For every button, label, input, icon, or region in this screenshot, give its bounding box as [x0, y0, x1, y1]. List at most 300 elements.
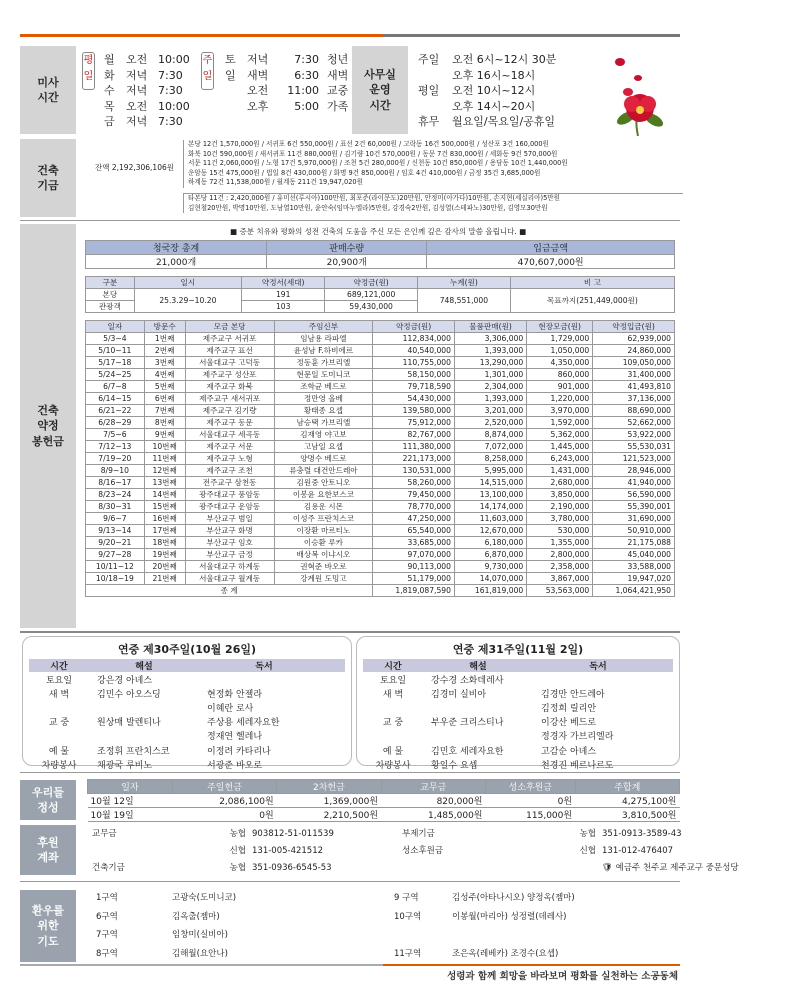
office-row: 주일 오전 6시~12시 30분 [418, 53, 557, 66]
office-row: 평일 오전 10시~12시 [418, 84, 536, 98]
account-row: 건축기금 농협 351-0936-6545-53 🛡 예금주 천주교 제주교구 중문성당 [92, 863, 739, 873]
detail-cell: 제주교구 성산포 [185, 369, 274, 381]
detail-cell: 90,113,000 [373, 561, 455, 573]
detail-cell: 배상복 이냐시오 [274, 549, 373, 561]
detail-cell: 제주교구 서귀포 [185, 333, 274, 345]
detail-cell: 14,515,000 [454, 477, 526, 489]
offering-head-cell: 주합계 [575, 780, 679, 794]
prayer-left [96, 889, 376, 963]
detail-cell: 5/10~11 [86, 345, 145, 357]
weekday-row: 수 저녁 7:30 [104, 84, 183, 98]
offering-cell: 1,485,000원 [381, 808, 485, 822]
detail-cell: 6번째 [144, 393, 185, 405]
weekday-row: 월 오전 10:00 [104, 53, 190, 66]
account-row: 신협 131-005-421512 성소후원금 신협 131-012-476407 [229, 846, 674, 856]
detail-cell: 김재영 야고보 [274, 429, 373, 441]
detail-cell: 8/30~31 [86, 501, 145, 513]
table-row [86, 417, 675, 429]
weekend-row: 토 저녁 7:30 청년 [225, 53, 349, 66]
detail-cell: 3,306,000 [454, 333, 526, 345]
weekday-row: 목 오전 10:00 [104, 99, 190, 113]
prayer-item: 8구역 김해월(요안나) [96, 948, 228, 959]
detail-cell: 9/6~7 [86, 513, 145, 525]
detail-cell: 5/17~18 [86, 357, 145, 369]
detail-cell: 13번째 [144, 477, 185, 489]
table-row [86, 513, 675, 525]
campaign-notice: ■ 증분 치유와 평화의 성전 건축의 도움을 주신 모든 은인께 깊은 감사의 말씀 올립니다. ■ [230, 227, 527, 236]
detail-cell: 8/23~24 [86, 489, 145, 501]
offering-head-cell: 2차헌금 [277, 780, 381, 794]
detail-cell: 1,592,000 [527, 417, 593, 429]
prayer-item: 9 구역 김성주(아타나시오) 양정옥(젬마) [394, 893, 575, 903]
detail-cell: 40,540,000 [373, 345, 455, 357]
divider [20, 220, 680, 221]
detail-cell: 2번째 [144, 345, 185, 357]
detail-head-cell: 물품판매(원) [454, 321, 526, 333]
detail-cell: 65,540,000 [373, 525, 455, 537]
detail-cell: 14,174,000 [454, 501, 526, 513]
detail-cell: 54,430,000 [373, 393, 455, 405]
roster-row: 이혜란 로사 [207, 703, 254, 714]
summary-head-1: 청국장 총계 [86, 241, 267, 255]
offerings-table [87, 779, 680, 822]
detail-cell: 58,260,000 [373, 477, 455, 489]
detail-cell: 8번째 [144, 417, 185, 429]
pledge-cell: 748,551,000 [418, 289, 511, 313]
total-cell: 1,819,087,590 [373, 585, 455, 597]
detail-table [85, 320, 675, 597]
detail-cell: 강계원 도밍고 [274, 573, 373, 585]
table-row [86, 441, 675, 453]
detail-cell: 10번째 [144, 441, 185, 453]
detail-head-cell: 약정금(원) [373, 321, 455, 333]
mass-times-label: 미사 시간 [20, 46, 76, 134]
roster-row: 새 벽 김민수 아오스딩 현정화 안젤라 [48, 689, 263, 700]
pledge-cell: 59,430,000 [325, 301, 418, 313]
roster-row: 정재연 헬레나 [207, 732, 263, 743]
summary-val-2: 20,900개 [267, 255, 427, 269]
detail-cell: 15번째 [144, 501, 185, 513]
detail-cell: 31,690,000 [593, 513, 675, 525]
detail-cell: 7,072,000 [454, 441, 526, 453]
week31-panel [356, 636, 680, 771]
fund-line: 김현철20만원, 박명10만원, 도남열10만원, 윤안숙(임마누엘라)5만원, 강경숙2만원, 김성열(스테파노)30만원, 김영모30만원 [188, 203, 548, 212]
detail-cell: 13,100,000 [454, 489, 526, 501]
roster-head: 시간 해설 독서 [29, 659, 345, 672]
total-cell: 161,819,000 [454, 585, 526, 597]
detail-cell: 18번째 [144, 537, 185, 549]
detail-cell: 139,580,000 [373, 405, 455, 417]
detail-cell: 8/16~17 [86, 477, 145, 489]
pledge-head-cell: 일시 [134, 277, 241, 289]
detail-cell: 53,922,000 [593, 429, 675, 441]
roster-row: 토요일 강수경 소화데레사 [379, 675, 504, 686]
detail-cell: 112,834,000 [373, 333, 455, 345]
summary-val-1: 21,000개 [86, 255, 267, 269]
detail-cell: 24,860,000 [593, 345, 675, 357]
detail-cell: 51,179,000 [373, 573, 455, 585]
detail-cell: 28,946,000 [593, 465, 675, 477]
building-fund-label: 건축 기금 [20, 139, 76, 217]
table-row [86, 477, 675, 489]
detail-cell: 전주교구 삼천동 [185, 477, 274, 489]
detail-cell: 10/18~19 [86, 573, 145, 585]
detail-cell: 110,755,000 [373, 357, 455, 369]
detail-cell: 2,358,000 [527, 561, 593, 573]
detail-cell: 6,180,000 [454, 537, 526, 549]
detail-cell: 47,250,000 [373, 513, 455, 525]
week30-title: 연중 제30주일(10월 26일) [117, 643, 257, 656]
table-row [86, 333, 675, 345]
detail-cell: 8,258,000 [454, 453, 526, 465]
roster-row: 정경자 가브리엘라 [541, 732, 614, 743]
week30-panel [22, 636, 352, 771]
detail-cell: 860,000 [527, 369, 593, 381]
detail-cell: 78,770,000 [373, 501, 455, 513]
pledge-cell: 목표까지(251,449,000원) [510, 289, 674, 313]
detail-cell: 김원중 안토니오 [274, 477, 373, 489]
table-row [86, 549, 675, 561]
prayer-item: 7구역 임창미(실비아) [96, 930, 228, 940]
detail-cell: 5,995,000 [454, 465, 526, 477]
weekend-row: 오후 5:00 가족 [247, 99, 349, 113]
fund-line: 화북 10건 590,000원 / 새서귀포 11건 880,000원 / 김기량 10건 570,000원 / 동문 7건 830,000원 / 세화동 9건 570,000원 [188, 149, 558, 158]
prayer-item: 1구역 고광숙(도미니코) [96, 893, 237, 903]
detail-cell: 6,870,000 [454, 549, 526, 561]
detail-cell: 임남용 라파엘 [274, 333, 373, 345]
roster-row: 예 물 김민호 세레자요한 고감순 아녜스 [382, 746, 597, 757]
detail-cell: 광주대교구 풍암동 [185, 489, 274, 501]
detail-cell: 1,393,000 [454, 345, 526, 357]
detail-cell: 12번째 [144, 465, 185, 477]
table-row [86, 489, 675, 501]
summary-head-3: 입금금액 [427, 241, 675, 255]
detail-cell: 남승택 가브리엘 [274, 417, 373, 429]
weekday-schedule [104, 52, 204, 130]
detail-cell: 제주교구 동문 [185, 417, 274, 429]
detail-cell: 11,603,000 [454, 513, 526, 525]
detail-cell: 9/27~28 [86, 549, 145, 561]
detail-cell: 김용운 시몬 [274, 501, 373, 513]
detail-cell: 33,588,000 [593, 561, 675, 573]
accounts-list [92, 826, 739, 877]
detail-cell: 2,800,000 [527, 549, 593, 561]
detail-cell: 1번째 [144, 333, 185, 345]
table-row [86, 345, 675, 357]
detail-cell: 9/20~21 [86, 537, 145, 549]
detail-cell: 1,301,000 [454, 369, 526, 381]
detail-head-cell: 방문수 [144, 321, 185, 333]
detail-cell: 1,431,000 [527, 465, 593, 477]
detail-cell: 2,680,000 [527, 477, 593, 489]
table-row [86, 561, 675, 573]
detail-cell: 52,662,000 [593, 417, 675, 429]
detail-cell: 111,380,000 [373, 441, 455, 453]
table-row [86, 381, 675, 393]
roster-row: 예 물 조정휘 프란치스코 이정려 카타리나 [48, 746, 271, 757]
detail-cell: 서울대교구 세곡동 [185, 429, 274, 441]
building-fund-balance: 잔액 2,192,306,106원 [95, 163, 174, 172]
pledge-head-cell: 누계(원) [418, 277, 511, 289]
detail-cell: 901,000 [527, 381, 593, 393]
table-row [86, 525, 675, 537]
building-fund-other-list [183, 193, 683, 213]
roster-row: 차량봉사 황일수 요셉 천경진 베르나르도 [375, 760, 614, 771]
offering-cell: 115,000원 [485, 808, 575, 822]
detail-cell: 이장환 마르티노 [274, 525, 373, 537]
detail-cell: 14번째 [144, 489, 185, 501]
detail-cell: 56,590,000 [593, 489, 675, 501]
detail-cell: 6,243,000 [527, 453, 593, 465]
offering-cell: 4,275,100원 [575, 794, 679, 808]
office-row: 오후 14시~20시 [452, 99, 536, 113]
detail-cell: 4번째 [144, 369, 185, 381]
detail-cell: 제주교구 김기량 [185, 405, 274, 417]
detail-cell: 광주대교구 운암동 [185, 501, 274, 513]
detail-cell: 1,729,000 [527, 333, 593, 345]
building-fund-parish-list [183, 140, 683, 188]
pledge-head-cell: 약정금(원) [325, 277, 418, 289]
detail-cell: 2,304,000 [454, 381, 526, 393]
detail-cell: 이승환 루카 [274, 537, 373, 549]
summary-table [85, 240, 675, 269]
prayer-item: 11구역 조은옥(레베카) 조경수(요셉) [394, 948, 559, 959]
pledge-cell: 103 [242, 301, 325, 313]
detail-cell: 31,400,000 [593, 369, 675, 381]
pledge-table [85, 276, 675, 313]
detail-cell: 6/14~15 [86, 393, 145, 405]
detail-cell: 윤성남 F.하비에르 [274, 345, 373, 357]
offering-head-cell: 주일헌금 [172, 780, 276, 794]
detail-cell: 530,000 [527, 525, 593, 537]
detail-cell: 62,939,000 [593, 333, 675, 345]
offering-head-cell: 성소후원금 [485, 780, 575, 794]
detail-cell: 14,070,000 [454, 573, 526, 585]
detail-cell: 16번째 [144, 513, 185, 525]
detail-cell: 37,136,000 [593, 393, 675, 405]
account-row: 교무금 농협 903812-51-011539 부제기금 농협 351-0913-3589-43 [92, 829, 682, 839]
detail-cell: 7/19~20 [86, 453, 145, 465]
pledge-cell: 관광객 [86, 301, 135, 313]
detail-cell: 5번째 [144, 381, 185, 393]
offering-head-cell: 교무금 [381, 780, 485, 794]
detail-cell: 3,867,000 [527, 573, 593, 585]
office-row: 오후 16시~18시 [452, 68, 536, 82]
detail-cell: 130,531,000 [373, 465, 455, 477]
top-accent-bar [20, 34, 680, 37]
table-row [86, 465, 675, 477]
detail-cell: 1,355,000 [527, 537, 593, 549]
detail-head-cell: 주임신부 [274, 321, 373, 333]
offering-cell: 10월 12일 [88, 794, 173, 808]
detail-cell: 제주교구 화북 [185, 381, 274, 393]
detail-cell: 정만영 올베 [274, 393, 373, 405]
detail-cell: 7/5~6 [86, 429, 145, 441]
offering-head-cell: 일자 [88, 780, 173, 794]
detail-cell: 9/13~14 [86, 525, 145, 537]
prayer-right [394, 889, 684, 963]
detail-cell: 1,050,000 [527, 345, 593, 357]
roster-row: 차량봉사 채광국 루비노 서광준 바오로 [41, 760, 263, 771]
total-cell: 53,563,000 [527, 585, 593, 597]
offering-cell: 820,000원 [381, 794, 485, 808]
fund-line: 하계동 72건 11,538,000원 / 월계동 211건 19,947,020원 [188, 178, 363, 187]
detail-cell: 3,850,000 [527, 489, 593, 501]
detail-cell: 75,912,000 [373, 417, 455, 429]
detail-cell: 19번째 [144, 549, 185, 561]
detail-cell: 8/9~10 [86, 465, 145, 477]
offering-cell: 2,086,100원 [172, 794, 276, 808]
week31-title: 연중 제31주일(11월 2일) [452, 643, 584, 656]
detail-cell: 55,530,031 [593, 441, 675, 453]
detail-cell: 서울대교구 하계동 [185, 561, 274, 573]
detail-cell: 20번째 [144, 561, 185, 573]
weekend-row: 일 새벽 6:30 새벽 [225, 68, 349, 82]
offering-cell: 0원 [485, 794, 575, 808]
offering-cell: 2,210,500원 [277, 808, 381, 822]
detail-cell: 121,523,000 [593, 453, 675, 465]
roster-row: 교 중 부우준 크리스티나 이강산 베드로 [382, 718, 597, 729]
detail-cell: 4,350,000 [527, 357, 593, 369]
weekend-tag: 주 일 [201, 52, 214, 90]
pledge-cell: 본당 [86, 289, 135, 301]
detail-cell: 33,685,000 [373, 537, 455, 549]
detail-cell: 55,390,001 [593, 501, 675, 513]
detail-head-cell: 일자 [86, 321, 145, 333]
divider [20, 631, 680, 633]
detail-cell: 제주교구 노형 [185, 453, 274, 465]
pledge-cell: 689,121,000 [325, 289, 418, 301]
fund-line: 운암동 15건 475,000원 / 법일 8건 430,000원 / 화명 9건 850,000원 / 임호 4건 410,000원 / 금정 35건 3,685,000원 [188, 168, 541, 177]
pledge-head-cell: 약정서(세대) [242, 277, 325, 289]
office-hours [418, 52, 608, 130]
offering-cell: 1,369,000원 [277, 794, 381, 808]
detail-cell: 황태종 요셉 [274, 405, 373, 417]
detail-cell: 3,201,000 [454, 405, 526, 417]
weekend-row: 오전 11:00 교중 [247, 84, 349, 98]
detail-cell: 11번째 [144, 453, 185, 465]
detail-cell: 45,040,000 [593, 549, 675, 561]
detail-cell: 서울대교구 고덕동 [185, 357, 274, 369]
detail-cell: 9번째 [144, 429, 185, 441]
detail-head-cell: 모금 본당 [185, 321, 274, 333]
fund-line: 서문 11건 2,060,000원 / 노형 17건 5,970,000원 / 조천 5건 280,000원 / 신천동 10건 850,000원 / 용담동 10건 1,440,000원 [188, 159, 568, 168]
detail-cell: 제주교구 표선 [185, 345, 274, 357]
detail-cell: 79,450,000 [373, 489, 455, 501]
weekday-row: 금 저녁 7:30 [104, 115, 183, 129]
roster-head: 시간 해설 독서 [363, 659, 673, 672]
detail-cell: 이봉윤 요한보스코 [274, 489, 373, 501]
detail-cell: 79,718,590 [373, 381, 455, 393]
prayer-label: 환우를 위한 기도 [20, 890, 76, 962]
detail-cell: 6/7~8 [86, 381, 145, 393]
prayer-item [394, 926, 684, 945]
total-row [86, 585, 675, 597]
detail-cell: 19,947,020 [593, 573, 675, 585]
pledge-head-cell: 구분 [86, 277, 135, 289]
detail-cell: 3번째 [144, 357, 185, 369]
offering-cell: 0원 [172, 808, 276, 822]
pledge-head-cell: 비 고 [510, 277, 674, 289]
detail-cell: 5/24~25 [86, 369, 145, 381]
detail-cell: 8,874,000 [454, 429, 526, 441]
table-row [86, 501, 675, 513]
offering-cell: 10월 19일 [88, 808, 173, 822]
detail-cell: 2,190,000 [527, 501, 593, 513]
detail-cell: 6/21~22 [86, 405, 145, 417]
detail-cell: 이성주 프란치스코 [274, 513, 373, 525]
detail-head-cell: 현장모금(원) [527, 321, 593, 333]
detail-cell: 9,730,000 [454, 561, 526, 573]
detail-cell: 7/12~13 [86, 441, 145, 453]
camellia-flower-icon [608, 48, 670, 138]
table-row [86, 357, 675, 369]
pledge-cell: 25.3.29~10.20 [134, 289, 241, 313]
detail-cell: 고남일 요셉 [274, 441, 373, 453]
office-hours-label: 사무실 운영 시간 [352, 46, 408, 134]
offering-cell: 3,810,500원 [575, 808, 679, 822]
detail-cell: 17번째 [144, 525, 185, 537]
table-row [86, 369, 675, 381]
detail-cell: 5/3~4 [86, 333, 145, 345]
table-row [86, 573, 675, 585]
detail-cell: 41,940,000 [593, 477, 675, 489]
detail-cell: 41,493,810 [593, 381, 675, 393]
detail-cell: 제주교구 서문 [185, 441, 274, 453]
detail-cell: 류충렬 대건안드레아 [274, 465, 373, 477]
footer-motto: 성령과 함께 희망을 바라보며 평화를 실천하는 소공동체 [447, 971, 678, 982]
detail-cell: 권혁준 바오로 [274, 561, 373, 573]
summary-head-2: 판매수량 [267, 241, 427, 255]
table-row [86, 537, 675, 549]
roster-row: 새 벽 김경미 실비아 김경만 안드레아 [382, 689, 605, 700]
roster-row: 교 중 원상매 발렌티나 주상용 세레자요한 [48, 718, 280, 729]
fund-line: 타본당 11건 : 2,420,000원 / 유미선(루시아)100만원, 최포준(라이문도)20만원, 안정미(아가다)10만원, 손지현(세실리아)5만원 [188, 194, 560, 202]
roster-row: 토요일 강은경 아녜스 [45, 675, 153, 686]
total-cell: 1,064,421,950 [593, 585, 675, 597]
detail-head-cell: 약정입금(원) [593, 321, 675, 333]
detail-cell: 부산교구 금정 [185, 549, 274, 561]
footer-bar [20, 964, 680, 966]
summary-val-3: 470,607,000원 [427, 255, 675, 269]
detail-cell: 3,780,000 [527, 513, 593, 525]
detail-cell: 3,970,000 [527, 405, 593, 417]
detail-cell: 서울대교구 월계동 [185, 573, 274, 585]
detail-cell: 97,070,000 [373, 549, 455, 561]
detail-cell: 현문일 도미니코 [274, 369, 373, 381]
detail-cell: 10/11~12 [86, 561, 145, 573]
detail-cell: 5,362,000 [527, 429, 593, 441]
detail-cell: 2,520,000 [454, 417, 526, 429]
weekday-row: 화 저녁 7:30 [104, 68, 183, 82]
detail-cell: 제주교구 조천 [185, 465, 274, 477]
detail-cell: 정동훈 가브리엘 [274, 357, 373, 369]
detail-cell: 부산교구 범일 [185, 513, 274, 525]
accounts-label: 후원 계좌 [20, 825, 76, 875]
detail-cell: 7번째 [144, 405, 185, 417]
detail-cell: 1,393,000 [454, 393, 526, 405]
total-label: 종 계 [86, 585, 373, 597]
weekend-schedule [225, 52, 355, 114]
detail-cell: 221,173,000 [373, 453, 455, 465]
divider [20, 881, 680, 882]
detail-cell: 82,767,000 [373, 429, 455, 441]
weekday-tag: 평 일 [82, 52, 95, 90]
detail-cell: 50,910,000 [593, 525, 675, 537]
detail-cell: 부산교구 임호 [185, 537, 274, 549]
detail-cell: 조학균 베드로 [274, 381, 373, 393]
campaign-label: 건축 약정 봉헌금 [20, 224, 76, 628]
